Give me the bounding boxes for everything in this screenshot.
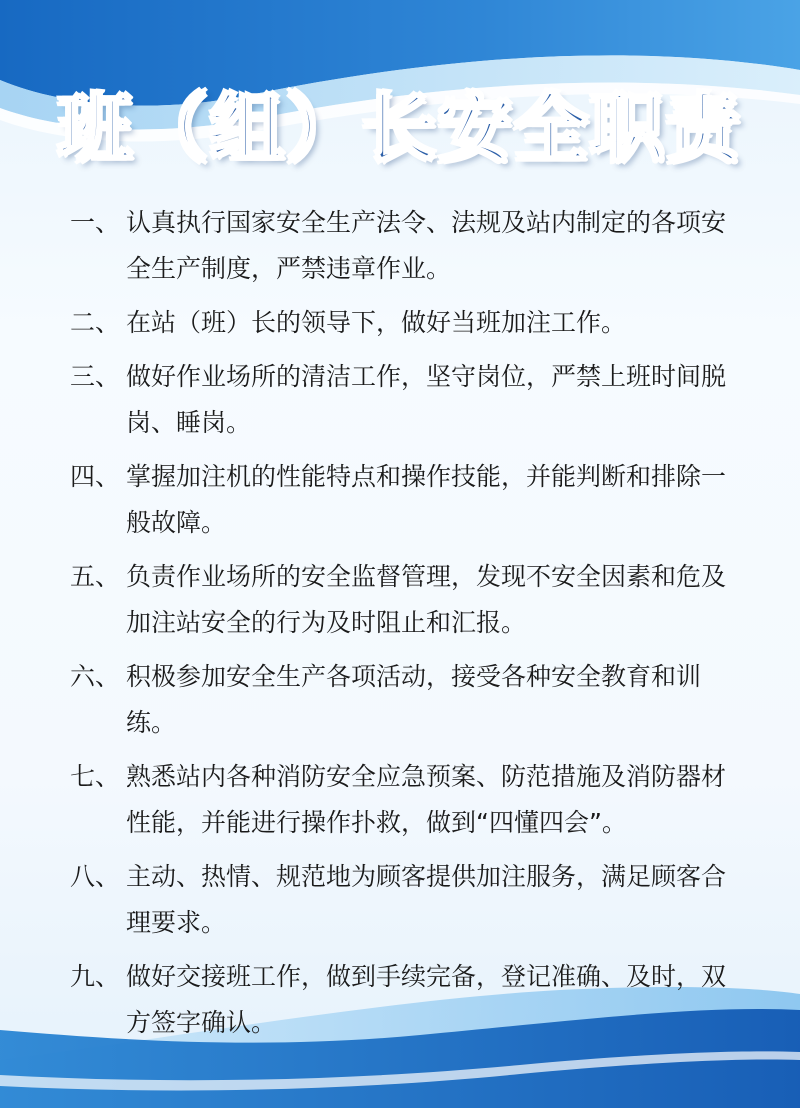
list-item [70, 954, 750, 1046]
list-item [70, 754, 750, 846]
list-item [70, 354, 750, 446]
item-text: 掌握加注机的性能特点和操作技能，并能判断和排除一般故障。 [126, 462, 727, 537]
item-number: 七、 [70, 762, 121, 791]
list-item [70, 654, 750, 746]
item-number: 二、 [70, 308, 121, 337]
list-item [70, 854, 750, 946]
page-title: 班（组）长安全职责 [58, 86, 742, 172]
item-text: 熟悉站内各种消防安全应急预案、防范措施及消防器材性能，并能进行操作扑救，做到“四懂四会”。 [126, 762, 727, 837]
item-number: 五、 [70, 562, 121, 591]
item-text: 认真执行国家安全生产法令、法规及站内制定的各项安全生产制度，严禁违章作业。 [126, 208, 727, 283]
item-text: 负责作业场所的安全监督管理，发现不安全因素和危及加注站安全的行为及时阻止和汇报。 [126, 562, 727, 637]
item-number: 三、 [70, 362, 121, 391]
item-text: 积极参加安全生产各项活动，接受各种安全教育和训练。 [126, 662, 702, 737]
item-number: 四、 [70, 462, 121, 491]
item-text: 做好作业场所的清洁工作，坚守岗位，严禁上班时间脱岗、睡岗。 [126, 362, 727, 437]
item-text: 主动、热情、规范地为顾客提供加注服务，满足顾客合理要求。 [126, 862, 727, 937]
item-text: 在站（班）长的领导下，做好当班加注工作。 [126, 308, 627, 337]
list-item [70, 200, 750, 292]
list-item [70, 454, 750, 546]
item-number: 六、 [70, 662, 121, 691]
item-text: 做好交接班工作，做到手续完备，登记准确、及时，双方签字确认。 [126, 962, 727, 1037]
list-item [70, 554, 750, 646]
duty-list [70, 200, 750, 1054]
item-number: 八、 [70, 862, 121, 891]
item-number: 九、 [70, 962, 121, 991]
list-item [70, 300, 750, 346]
item-number: 一、 [70, 208, 121, 237]
